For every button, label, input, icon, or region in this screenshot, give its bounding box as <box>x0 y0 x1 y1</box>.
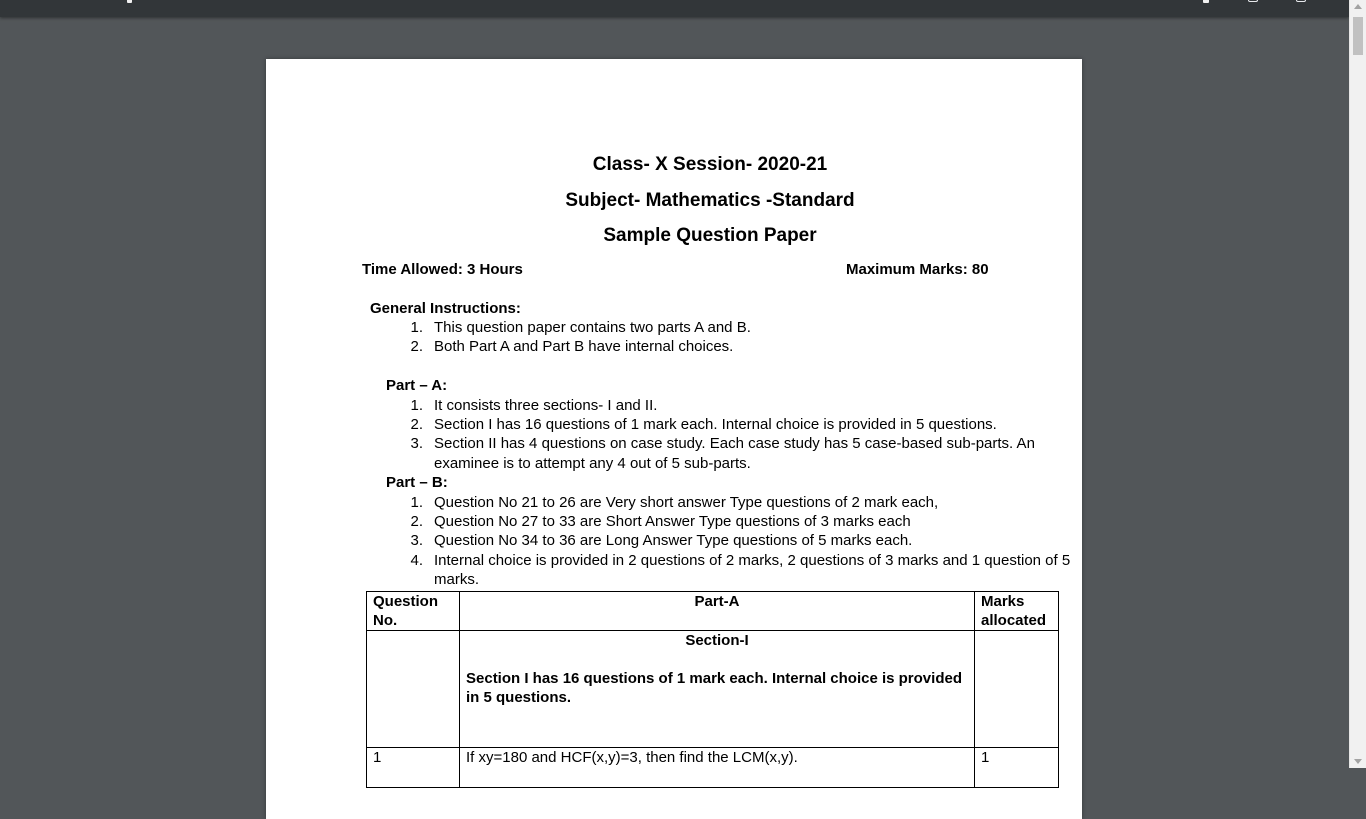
rotate-icon[interactable] <box>1203 0 1209 3</box>
general-instructions-heading: General Instructions: <box>370 300 521 317</box>
list-number: 1. <box>410 397 423 414</box>
question-table <box>366 591 1059 788</box>
part-b-item: Question No 34 to 36 are Long Answer Type questions of 5 marks each. <box>434 532 913 549</box>
part-a-item-continued: examinee is to attempt any 4 out of 5 sub-parts. <box>434 455 751 472</box>
download-icon[interactable] <box>1248 0 1258 2</box>
pdf-viewer-toolbar <box>0 0 1349 17</box>
part-a-item: Section II has 4 questions on case study. Each case study has 5 case-based sub-parts. An <box>434 435 1035 452</box>
part-a-header: Part-A <box>460 592 975 631</box>
subject-title: Subject- Mathematics -Standard <box>565 190 855 211</box>
scroll-up-arrow-icon[interactable] <box>1354 4 1362 9</box>
part-a-heading: Part – A: <box>386 377 448 394</box>
question-no-header: Question No. <box>367 592 460 631</box>
table-header-row <box>367 592 1059 631</box>
scroll-thumb[interactable] <box>1353 17 1363 55</box>
part-a-item: It consists three sections- I and II. <box>434 397 658 414</box>
general-instruction-item: Both Part A and Part B have internal choices. <box>434 338 734 355</box>
list-number: 2. <box>410 338 423 355</box>
marks-allocated-header: Marks allocated <box>975 592 1059 631</box>
question-marks: 1 <box>975 748 1059 788</box>
scroll-down-arrow-icon[interactable] <box>1354 759 1362 764</box>
part-b-item-continued: marks. <box>434 571 479 588</box>
class-session-title: Class- X Session- 2020-21 <box>592 154 828 175</box>
part-b-heading: Part – B: <box>386 474 448 491</box>
part-a-item: Section I has 16 questions of 1 mark each. Internal choice is provided in 5 questions. <box>434 416 997 433</box>
section-note: in 5 questions. <box>466 689 572 706</box>
section-title: Section-I <box>685 632 749 649</box>
pdf-page <box>266 59 1082 819</box>
list-number: 3. <box>410 532 423 549</box>
part-b-item: Question No 21 to 26 are Very short answer Type questions of 2 mark each, <box>434 494 939 511</box>
part-b-item: Internal choice is provided in 2 questions of 2 marks, 2 questions of 3 marks and 1 question of 5 <box>434 552 1071 569</box>
list-number: 1. <box>410 319 423 336</box>
section-note: Section I has 16 questions of 1 mark each. Internal choice is provided <box>466 670 962 687</box>
list-number: 2. <box>410 513 423 530</box>
time-allowed: Time Allowed: 3 Hours <box>362 261 523 278</box>
print-icon[interactable] <box>1296 0 1306 2</box>
list-number: 3. <box>410 435 423 452</box>
question-number: 1 <box>367 748 460 788</box>
maximum-marks: Maximum Marks: 80 <box>846 261 989 278</box>
list-number: 4. <box>410 552 423 569</box>
paper-title: Sample Question Paper <box>603 225 817 246</box>
section-row <box>367 631 1059 748</box>
toolbar-title-fragment <box>127 0 132 3</box>
section-cell <box>460 631 975 748</box>
question-text: If xy=180 and HCF(x,y)=3, then find the LCM(x,y). <box>460 748 975 788</box>
general-instruction-item: This question paper contains two parts A and B. <box>434 319 751 336</box>
vertical-scrollbar[interactable] <box>1349 0 1366 768</box>
list-number: 1. <box>410 494 423 511</box>
part-b-item: Question No 27 to 33 are Short Answer Type questions of 3 marks each <box>434 513 911 530</box>
list-number: 2. <box>410 416 423 433</box>
